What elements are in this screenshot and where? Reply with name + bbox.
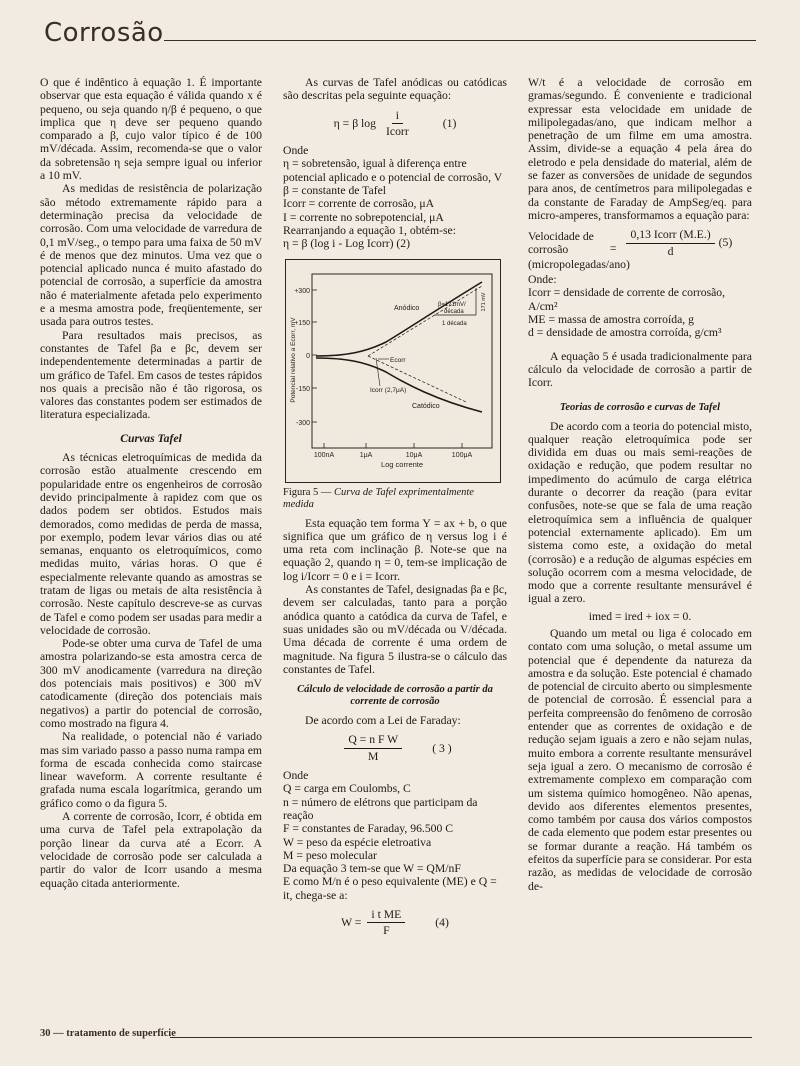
paragraph: A equação 5 é usada tradicionalmente para cálculo da velocidade de corrosão a partir de Icorr. bbox=[528, 349, 752, 390]
paragraph: De acordo com a teoria do potencial misto, qualquer reação eletroquímica pode ser dividida em duas ou mais semi-reações de oxidação e redução, que podem resultar no impedimento do acúmulo de carga elétrica durante o decorrer da reação (para evitar confusões, note-se que se fala de uma reação eletroquímica sem a influência de qualquer potencial externamente aplicado). Em um sistema como este, a oxidação do metal (corrosão) e a redução de algumas espécies em solução ocorrem com a mesma velocidade, de modo que a corrente resultante mensurável é igual a zero. bbox=[528, 419, 752, 606]
y-tick-label: -150 bbox=[295, 385, 310, 393]
definition-item: W = peso da espécie eletroativa bbox=[283, 835, 432, 849]
definition-item: M = peso molecular bbox=[283, 848, 377, 862]
fraction bbox=[626, 228, 714, 258]
slope-label: década bbox=[444, 308, 464, 315]
equation-number: (5) bbox=[718, 236, 733, 250]
y-axis-label: Potencial relativo a Ecorr, mV bbox=[290, 316, 297, 403]
column-3 bbox=[528, 76, 752, 893]
definition-item: ME = massa de amostra corroída, g bbox=[528, 313, 694, 327]
paragraph: As medidas de resistência de polarização são método extremamente rápido para a determinação precisa da velocidade de corrosão. Com uma velocidade de varredura de 0,1 mV/seg., o tempo para uma faixa de 50 mV é de menos que dez minutos. Uma vez que o potencial aplicado nunca é muito afastado do potencial de corrosão, a superfície da amostra não é materialmente afetada pelo experimento e a mesma amostra pode, freqüentemente, ser usada para outros testes. bbox=[40, 182, 263, 329]
equation-5 bbox=[528, 228, 752, 271]
x-tick-label: 100nA bbox=[313, 451, 335, 459]
paragraph: W/t é a velocidade de corrosão em gramas/segundo. É conveniente e tradicional expressar esta velocidade em unidade de milipolegadas/ano, que indicam melhor a penetração de um filme em uma amostra. Assim, divide-se a equação 4 pela área do eletrodo e pela densidade do material, além de se fazer as conversões de unidade de segundos para anos, de centímetros para milipolegadas e da constante de Faraday de AmpSeg/eq. para micro-amperes, transformamos a equação para: bbox=[528, 76, 752, 222]
page-header bbox=[44, 18, 756, 50]
paragraph: Esta equação tem forma Y = ax + b, o que significa que um gráfico de η versus log i é uma reta com inclinação β. Note-se que na equação 2, quando η = 0, tem-se implicação de log i/Icorr = 0 e i = Icorr. bbox=[283, 516, 507, 583]
caption-prefix: Figura 5 — bbox=[283, 486, 332, 498]
equation-1 bbox=[283, 109, 507, 139]
paragraph: Na realidade, o potencial não é variado mas sim variado passo a passo numa rampa em forma de escada conhecida como staircase linear waveform. A corrente resultante é grafada numa escala logarítmica, gerando um gráfico como o da figura 5. bbox=[40, 730, 262, 810]
header-rule bbox=[164, 40, 756, 41]
equation-6: imed = ired + iox = 0. bbox=[588, 609, 692, 623]
icorr-label: Icorr (2,7μA) bbox=[370, 386, 407, 394]
delta-label: 171 mV bbox=[481, 292, 487, 312]
page-footer bbox=[40, 1028, 752, 1042]
y-tick-label: 0 bbox=[306, 352, 310, 360]
denominator: F bbox=[383, 924, 390, 938]
y-tick-label: +150 bbox=[294, 319, 310, 327]
denominator: Icorr bbox=[386, 124, 409, 138]
definition-item: Q = carga em Coulombs, C bbox=[283, 782, 411, 796]
definitions-list bbox=[283, 157, 507, 250]
x-tick-label: 1μA bbox=[359, 451, 373, 459]
numerator: i t ME bbox=[367, 908, 405, 923]
definition-item: n = número de elétrons que participam da reação bbox=[283, 795, 478, 822]
definition-item: Icorr = corrente de corrosão, μA bbox=[283, 197, 435, 211]
paragraph: A corrente de corrosão, Icorr, é obtida em uma curva de Tafel pela extrapolação da porção linear da curva até a Ecorr. A velocidade de corrosão pode ser calculada a partir do valor de Icorr usando a mesma equação citada anteriormente. bbox=[40, 810, 262, 890]
definition-item: Icorr = densidade de corrente de corrosão, A/cm² bbox=[528, 286, 726, 313]
numerator: Q = n F W bbox=[344, 733, 402, 748]
icorr-pointer bbox=[376, 358, 380, 386]
paragraph: Para resultados mais precisos, as constantes de Tafel βa e βc, devem ser independentemente determinadas a partir de um gráfico de Tafel. Em casos de testes rápidos nos quais a precisão não é tão rigorosa, os valores das constantes podem ser estimados de literatura especializada. bbox=[40, 328, 262, 422]
numerator: i bbox=[392, 109, 403, 124]
label: Onde bbox=[283, 144, 309, 158]
definition-item: Rearranjando a equação 1, obtém-se: bbox=[283, 223, 456, 237]
definition-item: I = corrente no sobrepotencial, μA bbox=[283, 210, 444, 224]
slope-label: β=171mV/ bbox=[438, 301, 466, 308]
tafel-plot bbox=[286, 260, 500, 482]
column-2 bbox=[283, 76, 507, 944]
definition-item: β = constante de Tafel bbox=[283, 184, 387, 198]
equation-unit: (micropolegadas/ano) bbox=[528, 257, 630, 271]
fraction bbox=[367, 908, 405, 938]
equation-number: (4) bbox=[435, 916, 449, 930]
denominator: d bbox=[667, 244, 674, 258]
paragraph: De acordo com a Lei de Faraday: bbox=[305, 714, 461, 728]
x-tick-label: 100μA bbox=[451, 451, 473, 459]
numerator: 0,13 Icorr (M.E.) bbox=[626, 228, 714, 243]
x-axis-label: Log corrente bbox=[380, 459, 424, 469]
paragraph: As técnicas eletroquímicas de medida da corrosão estão atualmente crescendo em popularidade entre os engenheiros de corrosão devido principalmente à rapidez com que os dados podem ser obtidos. Estudos mais demorados, como medidas de perda de massa, por exemplo, podem levar vários dias ou até semanas, enquanto os eletroquímicos, como medidas muito, várias horas. O que é especialmente relevante quando as amostras se tratam de ligas ou metais de alta resistência à corrosão. Neste capítulo descreve-se as curvas de Tafel e como podem ser usadas para medir a velocidade de corrosão. bbox=[40, 451, 262, 637]
section-heading: Curvas Tafel bbox=[120, 431, 182, 445]
footer-text: 30 — tratamento de superfície bbox=[40, 1028, 176, 1039]
definition-item: η = β (log i - Log Icorr) (2) bbox=[283, 237, 411, 251]
equals-sign: = bbox=[609, 242, 617, 256]
tafel-figure bbox=[285, 259, 501, 483]
definition-item: E como M/n é o peso equivalente (ME) e Q = it, chega-se a: bbox=[283, 875, 497, 902]
cathodic-tangent bbox=[368, 356, 466, 402]
anodic-curve bbox=[316, 282, 482, 356]
section-heading: Teorias de corrosão e curvas de Tafel bbox=[559, 401, 721, 413]
x-tick-label: 10μA bbox=[405, 451, 423, 459]
definition-item: F = constantes de Faraday, 96.500 C bbox=[283, 822, 454, 836]
section-heading: Cálculo de velocidade de corrosão a partir da corrente de corrosão bbox=[297, 684, 493, 708]
cathodic-curve bbox=[316, 358, 482, 412]
definition-item: η = sobretensão, igual à diferença entre potencial aplicado e o potencial de corrosão, V bbox=[283, 157, 503, 184]
fraction bbox=[344, 733, 402, 763]
label: Onde: bbox=[528, 273, 557, 287]
axis-ticks bbox=[312, 290, 462, 448]
column-1 bbox=[40, 76, 262, 890]
paragraph: Pode-se obter uma curva de Tafel de uma amostra polarizando-se esta amostra cerca de 300 mV anodicamente (varredura na direção dos potenciais mais positivos) e 300 mV catodicamente (direção dos potenciais mais negativos) a partir do potencial de corrosão, como mostrado na figura 4. bbox=[40, 637, 262, 730]
definition-item: Da equação 3 tem-se que W = QM/nF bbox=[283, 862, 461, 876]
definitions-list bbox=[283, 782, 507, 902]
equation-number: ( 3 ) bbox=[432, 741, 452, 755]
footer-rule bbox=[170, 1037, 752, 1038]
cathodic-label: Catódico bbox=[412, 402, 440, 410]
equation-number: (1) bbox=[442, 116, 457, 130]
y-tick-label: -300 bbox=[295, 419, 310, 427]
equation-3 bbox=[283, 733, 507, 763]
caption-text: Curva de Tafel exprimentalmente medida bbox=[283, 486, 474, 510]
fraction bbox=[382, 109, 413, 139]
equation-lhs: corrosão bbox=[528, 243, 569, 257]
equation-lhs: W = bbox=[341, 916, 362, 930]
denominator: M bbox=[368, 749, 379, 763]
equation-4 bbox=[283, 908, 507, 938]
anodic-label: Anódico bbox=[394, 304, 420, 312]
paragraph: O que é indêntico à equação 1. É importante observar que esta equação é válida quando x é pequeno, ou seja quando η/β é pequeno, o que implica que η deve ser pequeno quando comparado a β, cujo valor típico é de 100 mV/década. Assim, recomenda-se que o valor da sobretensão η seja sempre igual ou inferior a 10 mV. bbox=[40, 76, 262, 183]
figure-caption bbox=[283, 487, 507, 511]
definition-item: d = densidade de amostra corroída, g/cm³ bbox=[528, 326, 722, 340]
section-title: Corrosão bbox=[44, 18, 164, 48]
label: Onde bbox=[283, 769, 309, 783]
equation-lhs: η = β log bbox=[333, 116, 376, 130]
paragraph: Quando um metal ou liga é colocado em contato com uma solução, o metal assume um potencial que é dependente da natureza da amostra e da solução. Este potencial é chamado de potencial de circuito aberto ou simplesmente de potencial de corrosão. É essencial para a perfeita compreensão do fenômeno de corrosão entender que as correntes de oxidação e de redução sejam iguais a zero e não sejam nulas, muito embora a corrente resultante mensurável seja igual a zero. O mecanismo de corrosão é extremamente complexo em comparação com um sistema químico homogêneo. Não apenas, devido aos diferentes elementos presentes, como também por causa dos vários compostos de cada elemento que podem estar presentes ou se formar durante a reação. Há também os efeitos da superfície para se considerar. Por esta razão, as medidas de velocidade de corrosão de- bbox=[528, 626, 752, 893]
decade-label: 1 década bbox=[442, 320, 467, 327]
definitions-list bbox=[528, 286, 752, 339]
ecorr-label: Ecorr bbox=[390, 356, 406, 364]
y-tick-label: +300 bbox=[294, 287, 310, 295]
paragraph: As curvas de Tafel anódicas ou catódicas são descritas pela seguinte equação: bbox=[283, 76, 507, 103]
paragraph: As constantes de Tafel, designadas βa e βc, devem ser calculadas, tanto para a porção anódica quanto a catódica da curva de Tafel, e suas unidades são ou mV/década ou V/década. Uma década de corrente é uma ordem de magnitude. Na figura 5 ilustra-se o cálculo das constantes de Tafel. bbox=[283, 583, 507, 676]
equation-lhs: Velocidade de bbox=[528, 229, 594, 243]
